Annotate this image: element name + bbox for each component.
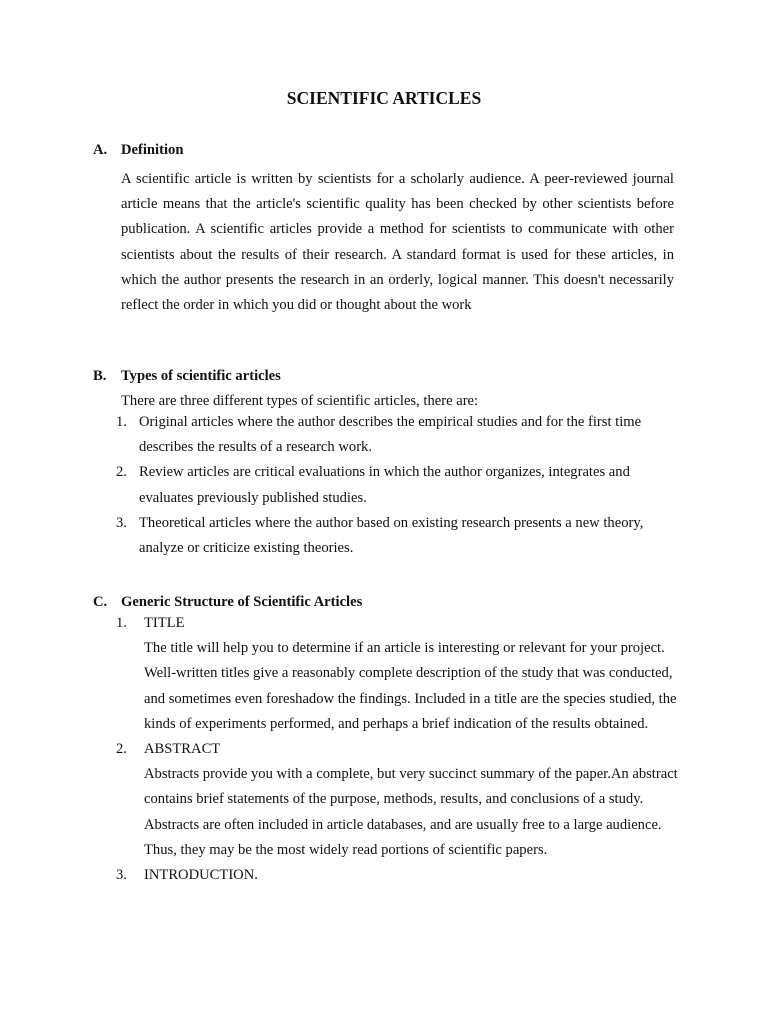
section-letter: A.	[93, 142, 108, 158]
structure-list	[0, 611, 768, 888]
list-item-text: Abstracts provide you with a complete, but very succinct summary of the paper.An abstract contains brief statements of the purpose, methods, results, and conclusions of a study. Abstracts are often included in article databases, and are usually free to a large audience. Thus, they may be the most widely read portions of scientific papers.	[144, 766, 678, 858]
list-item-label: TITLE	[144, 615, 185, 631]
definition-paragraph: A scientific article is written by scientists for a scholarly audience. A peer-reviewed journal article means that the article's scientific quality has been checked by other scientists before publication. A scientific articles provide a method for scientists to communicate with other scientists about the results of their research. A standard format is used for these articles, in which the author presents the research in an orderly, logical manner. This doesn't necessarily reflect the order in which you did or thought about the work	[121, 171, 674, 314]
section-title: Types of scientific articles	[121, 368, 281, 384]
list-item	[0, 863, 678, 888]
page-title: SCIENTIFIC ARTICLES	[286, 88, 482, 108]
types-list	[0, 410, 768, 561]
section-letter: B.	[93, 368, 107, 384]
list-item	[0, 410, 674, 460]
list-item-label: ABSTRACT	[144, 741, 221, 758]
section-title: Generic Structure of Scientific Articles	[121, 594, 363, 610]
list-item-label: INTRODUCTION.	[144, 867, 258, 884]
list-item-text: Theoretical articles where the author based on existing research presents a new theory, analyze or criticize existing theories.	[139, 514, 644, 557]
list-item	[0, 611, 678, 737]
list-number: 1.	[116, 414, 127, 430]
list-number: 2.	[116, 464, 127, 481]
list-number: 3.	[116, 514, 127, 531]
types-intro: There are three different types of scientific articles, there are:	[121, 393, 479, 409]
list-item-text: Review articles are critical evaluations in which the author organizes, integrates and evaluates previously published studies.	[139, 464, 630, 506]
list-item	[0, 737, 678, 863]
list-item-text: Original articles where the author describes the empirical studies and for the first time describes the results of a research work.	[139, 414, 642, 456]
list-item-text: The title will help you to determine if an article is interesting or relevant for your project. Well-written titles give a reasonably complete description of the study that was conducted, and sometimes even foreshadow the findings. Included in a title are the species studied, the kinds of experiments performed, and perhaps a brief indication of the results obtained.	[144, 640, 677, 732]
list-number: 1.	[116, 615, 127, 631]
section-letter: C.	[93, 594, 108, 610]
section-definition	[0, 142, 768, 318]
section-types	[0, 368, 768, 561]
list-number: 3.	[116, 867, 127, 884]
list-item	[0, 511, 674, 561]
section-heading	[0, 594, 768, 611]
list-item	[0, 460, 674, 510]
section-heading	[0, 142, 768, 159]
section-generic-structure	[0, 594, 768, 888]
section-heading	[0, 368, 768, 385]
section-title: Definition	[121, 142, 184, 158]
list-number: 2.	[116, 741, 127, 758]
